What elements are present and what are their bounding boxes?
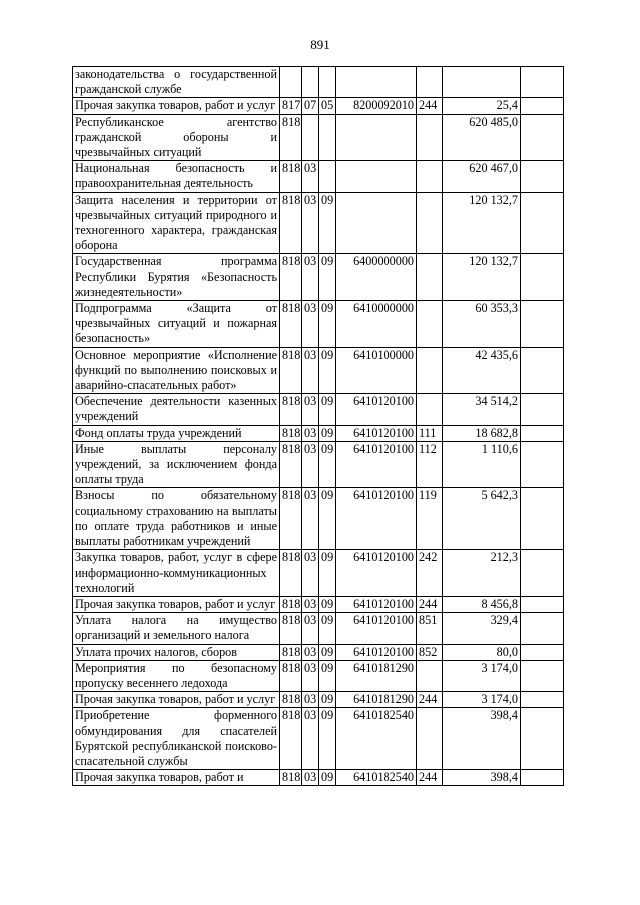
table-row <box>73 192 564 254</box>
item-name-cell: Прочая закупка товаров, работ и услуг <box>73 596 280 612</box>
subsection-code-cell: 09 <box>319 301 336 348</box>
extra-cell <box>521 613 564 644</box>
subsection-code-cell: 09 <box>319 660 336 691</box>
expense-type-cell <box>417 114 443 161</box>
table-row <box>73 347 564 394</box>
subsection-code-cell: 09 <box>319 425 336 441</box>
item-name-cell: Прочая закупка товаров, работ и <box>73 770 280 786</box>
extra-cell <box>521 692 564 708</box>
table-row <box>73 488 564 550</box>
table-row <box>73 301 564 348</box>
amount-cell: 120 132,7 <box>443 192 521 254</box>
extra-cell <box>521 192 564 254</box>
subsection-code-cell: 09 <box>319 347 336 394</box>
amount-cell: 1 110,6 <box>443 441 521 488</box>
expense-type-cell <box>417 708 443 770</box>
expense-type-cell: 244 <box>417 98 443 114</box>
amount-cell: 398,4 <box>443 770 521 786</box>
section-code-cell: 03 <box>302 161 319 192</box>
target-article-cell: 6410120100 <box>336 441 417 488</box>
item-name-cell: Взносы по обязательному социальному страхованию на выплаты по оплате труда работников и иные выплаты работникам учреждений <box>73 488 280 550</box>
amount-cell <box>443 67 521 98</box>
amount-cell: 34 514,2 <box>443 394 521 425</box>
grbs-code-cell: 818 <box>280 708 302 770</box>
amount-cell: 620 467,0 <box>443 161 521 192</box>
section-code-cell: 03 <box>302 660 319 691</box>
item-name-cell: Уплата налога на имущество организаций и земельного налога <box>73 613 280 644</box>
section-code-cell: 07 <box>302 98 319 114</box>
grbs-code-cell: 818 <box>280 161 302 192</box>
section-code-cell: 03 <box>302 692 319 708</box>
expense-type-cell <box>417 161 443 192</box>
expense-type-cell: 852 <box>417 644 443 660</box>
item-name-cell: Прочая закупка товаров, работ и услуг <box>73 692 280 708</box>
table-row <box>73 550 564 597</box>
section-code-cell: 03 <box>302 441 319 488</box>
extra-cell <box>521 708 564 770</box>
grbs-code-cell: 818 <box>280 441 302 488</box>
expense-type-cell <box>417 192 443 254</box>
subsection-code-cell: 09 <box>319 394 336 425</box>
item-name-cell: Обеспечение деятельности казенных учреждений <box>73 394 280 425</box>
extra-cell <box>521 596 564 612</box>
item-name-cell: Республиканское агентство гражданской обороны и чрезвычайных ситуаций <box>73 114 280 161</box>
item-name-cell: законодательства о государственной гражданской службе <box>73 67 280 98</box>
section-code-cell: 03 <box>302 644 319 660</box>
target-article-cell: 6410120100 <box>336 596 417 612</box>
target-article-cell: 6410182540 <box>336 770 417 786</box>
amount-cell: 60 353,3 <box>443 301 521 348</box>
expense-type-cell: 244 <box>417 596 443 612</box>
section-code-cell: 03 <box>302 550 319 597</box>
item-name-cell: Основное мероприятие «Исполнение функций по выполнению поисковых и аварийно-спасательных работ» <box>73 347 280 394</box>
subsection-code-cell: 09 <box>319 708 336 770</box>
target-article-cell: 8200092010 <box>336 98 417 114</box>
subsection-code-cell: 09 <box>319 192 336 254</box>
expense-type-cell: 112 <box>417 441 443 488</box>
extra-cell <box>521 394 564 425</box>
grbs-code-cell: 818 <box>280 550 302 597</box>
section-code-cell <box>302 114 319 161</box>
table-row <box>73 596 564 612</box>
section-code-cell: 03 <box>302 301 319 348</box>
grbs-code-cell: 818 <box>280 394 302 425</box>
section-code-cell: 03 <box>302 347 319 394</box>
subsection-code-cell: 09 <box>319 488 336 550</box>
table-row <box>73 67 564 98</box>
extra-cell <box>521 770 564 786</box>
subsection-code-cell: 09 <box>319 644 336 660</box>
item-name-cell: Защита населения и территории от чрезвычайных ситуаций природного и техногенного характера, гражданская оборона <box>73 192 280 254</box>
target-article-cell <box>336 67 417 98</box>
subsection-code-cell <box>319 67 336 98</box>
item-name-cell: Приобретение форменного обмундирования для спасателей Бурятской республиканской поисково-спасательной службы <box>73 708 280 770</box>
grbs-code-cell: 818 <box>280 613 302 644</box>
amount-cell: 212,3 <box>443 550 521 597</box>
table-row <box>73 708 564 770</box>
extra-cell <box>521 644 564 660</box>
table-row <box>73 660 564 691</box>
item-name-cell: Закупка товаров, работ, услуг в сфере информационно-коммуникационных технологий <box>73 550 280 597</box>
expense-type-cell: 119 <box>417 488 443 550</box>
subsection-code-cell: 05 <box>319 98 336 114</box>
target-article-cell: 6410120100 <box>336 394 417 425</box>
subsection-code-cell: 09 <box>319 613 336 644</box>
grbs-code-cell: 818 <box>280 660 302 691</box>
target-article-cell: 6410100000 <box>336 347 417 394</box>
budget-table <box>72 66 564 786</box>
expense-type-cell: 111 <box>417 425 443 441</box>
expense-type-cell <box>417 660 443 691</box>
item-name-cell: Национальная безопасность и правоохранительная деятельность <box>73 161 280 192</box>
expense-type-cell: 242 <box>417 550 443 597</box>
table-row <box>73 613 564 644</box>
grbs-code-cell: 818 <box>280 347 302 394</box>
extra-cell <box>521 98 564 114</box>
subsection-code-cell: 09 <box>319 692 336 708</box>
expense-type-cell: 244 <box>417 770 443 786</box>
item-name-cell: Подпрограмма «Защита от чрезвычайных ситуаций и пожарная безопасность» <box>73 301 280 348</box>
extra-cell <box>521 347 564 394</box>
amount-cell: 8 456,8 <box>443 596 521 612</box>
table-row <box>73 441 564 488</box>
table-row <box>73 692 564 708</box>
expense-type-cell: 851 <box>417 613 443 644</box>
target-article-cell: 6410120100 <box>336 550 417 597</box>
grbs-code-cell: 818 <box>280 596 302 612</box>
extra-cell <box>521 441 564 488</box>
extra-cell <box>521 254 564 301</box>
target-article-cell: 6410120100 <box>336 644 417 660</box>
amount-cell: 18 682,8 <box>443 425 521 441</box>
subsection-code-cell: 09 <box>319 550 336 597</box>
item-name-cell: Иные выплаты персоналу учреждений, за исключением фонда оплаты труда <box>73 441 280 488</box>
grbs-code-cell: 818 <box>280 488 302 550</box>
expense-type-cell <box>417 394 443 425</box>
target-article-cell: 6410181290 <box>336 692 417 708</box>
amount-cell: 120 132,7 <box>443 254 521 301</box>
expense-type-cell <box>417 347 443 394</box>
amount-cell: 3 174,0 <box>443 660 521 691</box>
section-code-cell: 03 <box>302 613 319 644</box>
grbs-code-cell: 818 <box>280 644 302 660</box>
section-code-cell: 03 <box>302 596 319 612</box>
subsection-code-cell: 09 <box>319 441 336 488</box>
extra-cell <box>521 301 564 348</box>
extra-cell <box>521 660 564 691</box>
target-article-cell: 6410182540 <box>336 708 417 770</box>
extra-cell <box>521 114 564 161</box>
subsection-code-cell: 09 <box>319 254 336 301</box>
table-row <box>73 394 564 425</box>
table-row <box>73 98 564 114</box>
amount-cell: 398,4 <box>443 708 521 770</box>
section-code-cell: 03 <box>302 770 319 786</box>
target-article-cell <box>336 192 417 254</box>
extra-cell <box>521 488 564 550</box>
grbs-code-cell: 818 <box>280 114 302 161</box>
subsection-code-cell <box>319 161 336 192</box>
target-article-cell: 6400000000 <box>336 254 417 301</box>
expense-type-cell: 244 <box>417 692 443 708</box>
subsection-code-cell: 09 <box>319 596 336 612</box>
amount-cell: 80,0 <box>443 644 521 660</box>
amount-cell: 42 435,6 <box>443 347 521 394</box>
table-row <box>73 644 564 660</box>
item-name-cell: Прочая закупка товаров, работ и услуг <box>73 98 280 114</box>
amount-cell: 620 485,0 <box>443 114 521 161</box>
section-code-cell: 03 <box>302 425 319 441</box>
extra-cell <box>521 425 564 441</box>
expense-type-cell <box>417 301 443 348</box>
target-article-cell: 6410000000 <box>336 301 417 348</box>
item-name-cell: Мероприятия по безопасному пропуску весеннего ледохода <box>73 660 280 691</box>
expense-type-cell <box>417 254 443 301</box>
grbs-code-cell: 818 <box>280 192 302 254</box>
grbs-code-cell: 817 <box>280 98 302 114</box>
page-number: 891 <box>310 37 330 52</box>
amount-cell: 5 642,3 <box>443 488 521 550</box>
amount-cell: 329,4 <box>443 613 521 644</box>
target-article-cell: 6410120100 <box>336 425 417 441</box>
item-name-cell: Государственная программа Республики Бурятия «Безопасность жизнедеятельности» <box>73 254 280 301</box>
subsection-code-cell: 09 <box>319 770 336 786</box>
grbs-code-cell: 818 <box>280 301 302 348</box>
target-article-cell: 6410120100 <box>336 488 417 550</box>
target-article-cell: 6410181290 <box>336 660 417 691</box>
amount-cell: 3 174,0 <box>443 692 521 708</box>
grbs-code-cell: 818 <box>280 425 302 441</box>
table-row <box>73 114 564 161</box>
subsection-code-cell <box>319 114 336 161</box>
item-name-cell: Уплата прочих налогов, сборов <box>73 644 280 660</box>
section-code-cell: 03 <box>302 192 319 254</box>
extra-cell <box>521 550 564 597</box>
target-article-cell <box>336 114 417 161</box>
target-article-cell <box>336 161 417 192</box>
section-code-cell: 03 <box>302 488 319 550</box>
section-code-cell <box>302 67 319 98</box>
grbs-code-cell: 818 <box>280 254 302 301</box>
section-code-cell: 03 <box>302 254 319 301</box>
section-code-cell: 03 <box>302 394 319 425</box>
amount-cell: 25,4 <box>443 98 521 114</box>
expense-type-cell <box>417 67 443 98</box>
table-row <box>73 161 564 192</box>
grbs-code-cell: 818 <box>280 770 302 786</box>
target-article-cell: 6410120100 <box>336 613 417 644</box>
table-row <box>73 770 564 786</box>
item-name-cell: Фонд оплаты труда учреждений <box>73 425 280 441</box>
section-code-cell: 03 <box>302 708 319 770</box>
extra-cell <box>521 161 564 192</box>
extra-cell <box>521 67 564 98</box>
table-row <box>73 254 564 301</box>
grbs-code-cell: 818 <box>280 692 302 708</box>
table-row <box>73 425 564 441</box>
grbs-code-cell <box>280 67 302 98</box>
